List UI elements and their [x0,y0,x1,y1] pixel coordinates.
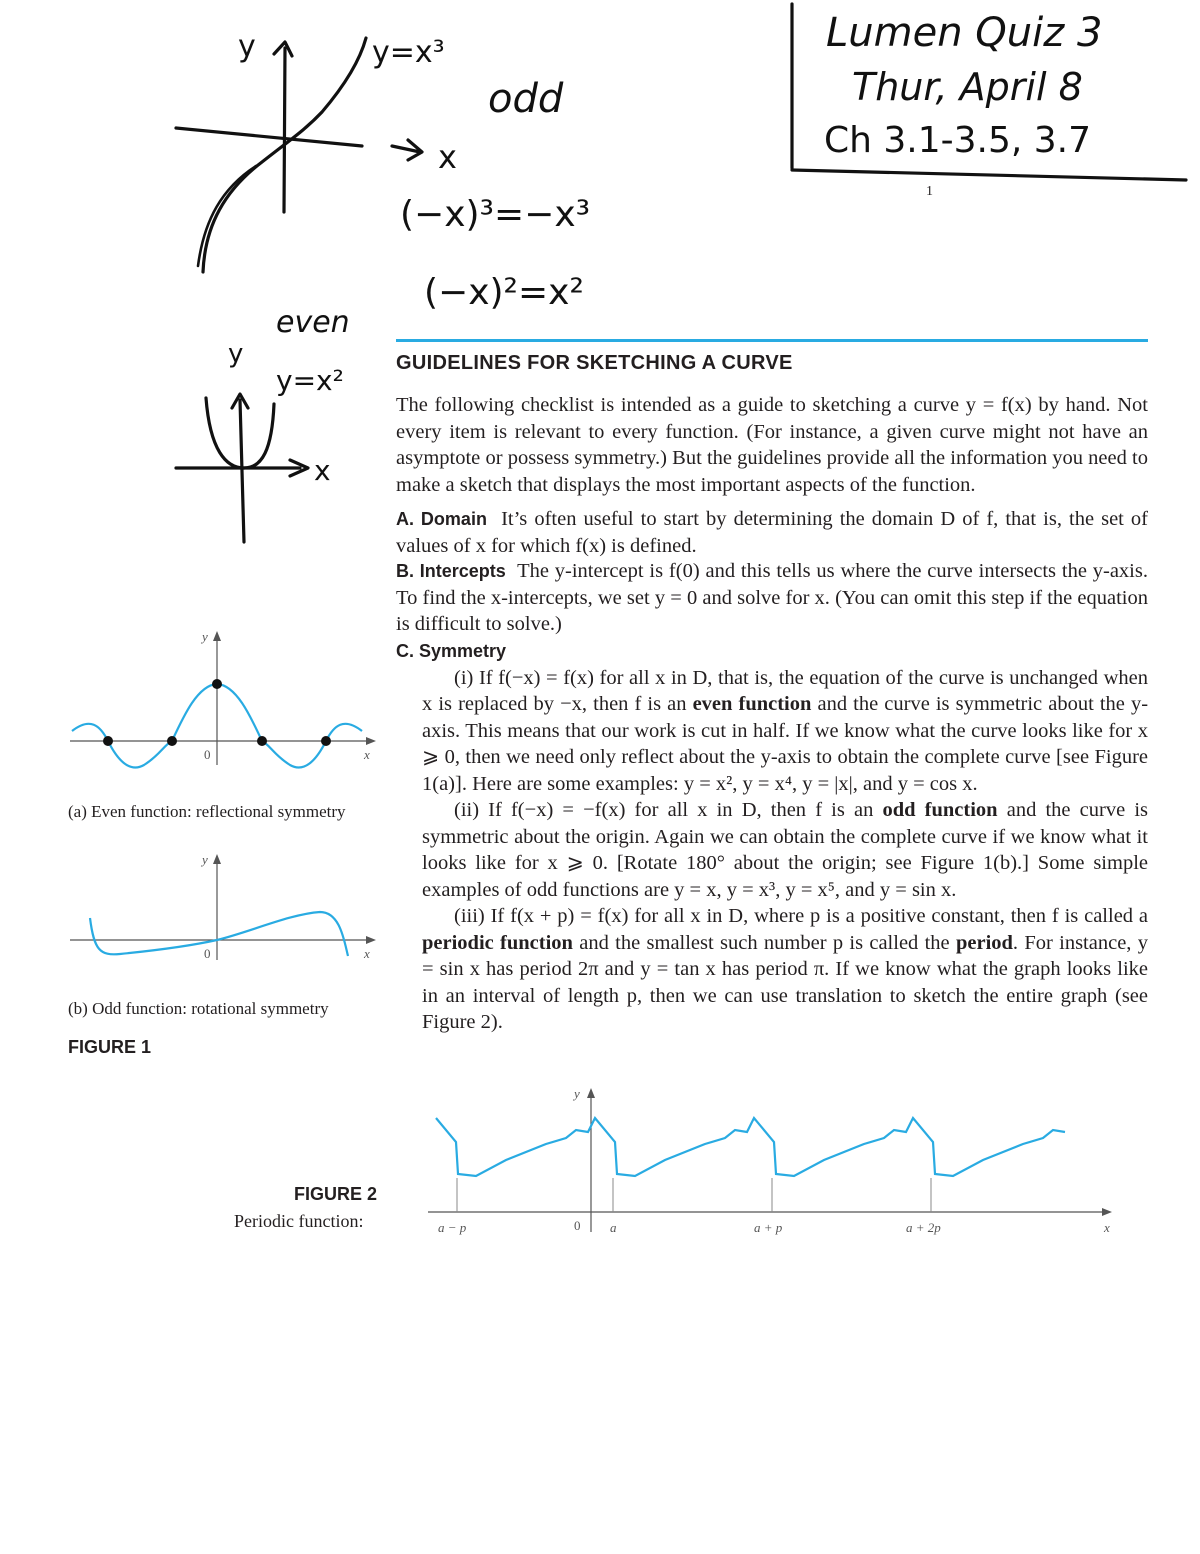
sym-ii-text-a: (ii) If f(−x) = −f(x) for all x in D, then f is an [454,799,874,821]
even-graph-x-label: x [314,454,331,487]
sym-iii-text-c: . For instance, y = sin x has period 2π and y = tan x has period π. If we know what the graph looks like in an interval of length p, then we can use translation to sketch the entire graph (see Figure 2). [422,931,1148,1033]
fig2-y-arrow [587,1088,595,1098]
odd-graph-x-label: x [438,138,457,176]
section-rule [396,339,1148,342]
fig1b-y-arrow [213,854,221,864]
domain-text: It’s often useful to start by determining the domain D of f, that is, the set of values of x for which f(x) is defined. [396,508,1149,557]
odd-graph-y-arrow [274,42,292,56]
fig2-tick-label: a + p [754,1220,783,1235]
figure2-periodic-graph [420,1080,1120,1240]
figure1b-caption: (b) Odd function: rotational symmetry [68,999,329,1018]
odd-graph-x-arrow [392,140,422,160]
fig2-tick-label: a + 2p [906,1220,941,1235]
sym-i-text-b: and the curve is symmetric about the y-axis. This means that our work is cut in half. If we know what the curve looks like for x ⩾ 0, then we need only reflect about the y-axis to obtain the complete curve [see Figure 1(a)]. Here are some examples: y = x², y = x⁴, y = |x|, and y = cos x. [422,693,1149,795]
periodic-function-term: periodic function [422,931,573,954]
fig2-tick-label: a − p [438,1220,467,1235]
fig1a-point [321,736,331,746]
odd-graph-y-axis [284,48,285,212]
sym-iii-text-b: and the smallest such number p is called the [579,931,950,954]
even-graph-y-label: y [228,339,244,369]
odd-graph-y-label: y [238,29,256,64]
symmetry-odd [396,797,1148,903]
fig1b-origin: 0 [204,946,211,961]
fig1a-y-label: y [202,629,208,644]
even-equation: y=x² [276,364,344,397]
even-word: even [276,305,350,340]
symmetry-periodic [396,903,1148,1036]
quiz-note-box [780,0,1200,190]
fig2-tick-label: a [610,1220,617,1235]
odd-equation: y=x³ [372,35,445,70]
quiz-date: Thur, April 8 [852,65,1083,109]
figure2-caption: Periodic function: [234,1211,364,1231]
fig1a-point [167,736,177,746]
intro-paragraph: The following checklist is intended as a guide to sketching a curve y = f(x) by hand. Not every item is relevant to every function. (For instance, a given curve might not have an asymptote or possess symmetry.) But the guidelines provide all the information you need to make a sketch that displays the most important aspects of the function. [396,394,1148,496]
fig1a-origin: 0 [204,747,211,762]
fig1a-y-arrow [213,631,221,641]
sym-i-text-a: (i) If f(−x) = f(x) for all x in D, that is, the equation of the curve is unchanged when x is replaced by −x, then f is an [422,666,1148,715]
handwritten-even-graph [0,300,400,560]
fig1b-curve [90,912,348,956]
figure2-label: FIGURE 2 [294,1184,378,1204]
guidelines-intro [396,392,1148,498]
period-term: period [955,931,1013,954]
figure1b-odd-graph [60,850,380,970]
guideline-intercepts [396,558,1148,638]
sym-iii-text-a: (iii) If f(x + p) = f(x) for all x in D, where p is a positive constant, then f is called a [454,905,1148,927]
fig1b-x-label: x [364,946,370,961]
symmetry-label: C. Symmetry [396,641,507,661]
page-number: 1 [926,184,933,199]
even-function-term: even function [692,693,812,715]
symmetry-even [396,665,1148,798]
intercepts-text: The y-intercept is f(0) and this tells us where the curve intersects the y-axis. To find the x-intercepts, we set y = 0 and solve for x. (You can omit this step if the equation is difficult to solve.) [396,560,1148,635]
guidelines-heading: GUIDELINES FOR SKETCHING A CURVE [396,352,793,374]
odd-word: odd [488,76,564,122]
even-graph-y-axis [240,400,244,542]
fig1b-x-arrow [366,936,376,944]
figure1a-even-graph [60,625,380,785]
figure1-label: FIGURE 1 [68,1037,152,1057]
fig1a-point [103,736,113,746]
guideline-domain [396,506,1148,559]
sym-ii-text-b: and the curve is symmetric about the origin. Again we can obtain the complete curve if we know what it looks like for x ⩾ 0. [Rotate 180° about the origin; see Figure 1(b).] Some simple examples of odd functions are y = x, y = x³, y = x⁵, and y = sin x. [422,799,1148,901]
fig1a-x-label: x [364,747,370,762]
fig1a-point [212,679,222,689]
fig2-y-label: y [574,1086,580,1101]
domain-label: A. Domain [396,509,487,529]
fig2-origin: 0 [574,1218,581,1233]
odd-check-equation: (−x)³=−x³ [400,194,591,235]
quiz-title: Lumen Quiz 3 [826,10,1103,56]
quiz-box-bottom-border [792,170,1186,180]
fig2-x-arrow [1102,1208,1112,1216]
odd-graph-x-axis [176,128,362,146]
fig1a-x-arrow [366,737,376,745]
intercepts-label: B. Intercepts [396,561,506,581]
odd-function-term: odd function [882,799,998,821]
guideline-symmetry [396,638,1148,1036]
even-check-equation: (−x)²=x² [424,272,584,313]
fig1b-y-label: y [202,852,208,867]
fig2-curve [436,1118,1065,1176]
figure1a-caption: (a) Even function: reflectional symmetry [68,802,346,821]
quiz-chapters: Ch 3.1-3.5, 3.7 [824,120,1092,161]
fig2-x-label: x [1104,1220,1110,1235]
fig1a-point [257,736,267,746]
